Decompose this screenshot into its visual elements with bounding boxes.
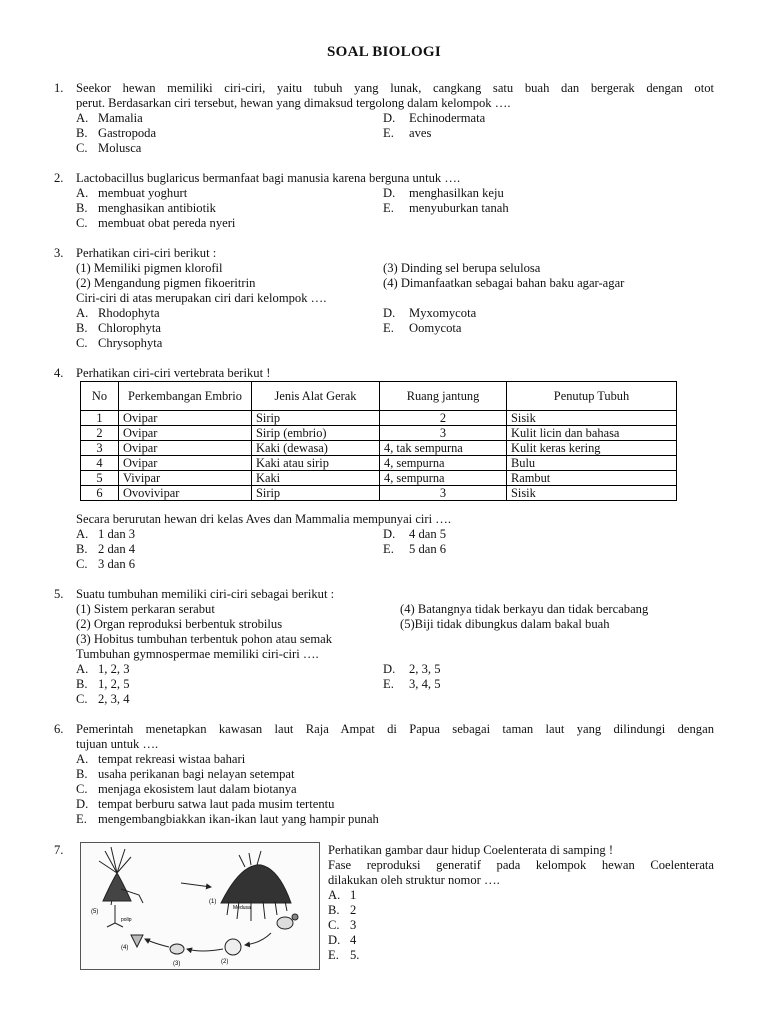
table-cell: Ovipar (119, 426, 252, 441)
option-key: C. (76, 782, 88, 796)
table-cell: 4, tak sempurna (380, 441, 507, 456)
table-cell: Ovipar (119, 456, 252, 471)
option-text: menyuburkan tanah (409, 201, 509, 215)
option-key: B. (76, 677, 88, 691)
figure-label-4: (4) (121, 945, 129, 951)
column-header: No (81, 382, 119, 411)
question-stem: Lactobacillus buglaricus bermanfaat bagi manusia karena berguna untuk …. (76, 171, 461, 185)
table-cell: 1 (81, 411, 119, 426)
table-cell: Sirip (252, 486, 380, 501)
table-cell: 5 (81, 471, 119, 486)
table-cell: Kaki (252, 471, 380, 486)
option-key: B. (328, 903, 340, 917)
option[interactable] (76, 782, 297, 797)
table-cell: 2 (380, 411, 507, 426)
option-key: E. (328, 948, 339, 962)
table-cell: Kaki atau sirip (252, 456, 380, 471)
option-key: D. (76, 797, 89, 811)
option-text: membuat obat pereda nyeri (98, 216, 236, 230)
option[interactable] (76, 527, 135, 542)
option-key: A. (76, 186, 89, 200)
table-cell: Sisik (507, 411, 677, 426)
polyp-drawing (99, 847, 143, 927)
figure-label-5: (5) (91, 909, 99, 915)
option-text: 1 (350, 888, 357, 902)
medusa-drawing (221, 851, 291, 921)
option[interactable] (328, 948, 359, 963)
option-text: menjaga ekosistem laut dalam biotanya (98, 782, 297, 796)
option[interactable] (383, 542, 446, 557)
option-key: D. (383, 186, 396, 200)
figure-label-3: (3) (173, 961, 181, 967)
coelenterata-life-cycle-figure (80, 842, 320, 970)
table-cell: Kulit licin dan bahasa (507, 426, 677, 441)
option-key: E. (383, 542, 394, 556)
option[interactable] (76, 767, 295, 782)
stem-line: tujuan untuk …. (76, 737, 159, 751)
question-stem: Perhatikan gambar daur hidup Coelenterata di samping ! (328, 843, 614, 857)
option-text: 5. (350, 948, 360, 962)
question-number: 3. (54, 246, 64, 260)
trait-item: (2) Organ reproduksi berbentuk strobilus (76, 617, 283, 631)
option[interactable] (76, 306, 160, 321)
table-cell: 3 (380, 486, 507, 501)
option[interactable] (76, 126, 156, 141)
table-cell: 3 (81, 441, 119, 456)
table-row (81, 441, 677, 456)
option-text: Rhodophyta (98, 306, 160, 320)
option-text: 1, 2, 5 (98, 677, 130, 691)
figure-label-medusa: Medusa (233, 905, 251, 911)
question-number: 1. (54, 81, 64, 95)
option-key: A. (76, 111, 89, 125)
option-text: 3, 4, 5 (409, 677, 441, 691)
question-stem (76, 722, 714, 752)
trait-item: (4) Dimanfaatkan sebagai bahan baku agar-agar (383, 276, 625, 290)
option-text: 2 dan 4 (98, 542, 136, 556)
table-row (81, 411, 677, 426)
table-row (81, 471, 677, 486)
question-stem: Suatu tumbuhan memiliki ciri-ciri sebagai berikut : (76, 587, 335, 601)
option[interactable] (383, 186, 504, 201)
option-text: menghasikan antibiotik (98, 201, 216, 215)
option-key: E. (76, 812, 87, 826)
question-prompt: Ciri-ciri di atas merupakan ciri dari kelompok …. (76, 291, 327, 305)
option[interactable] (328, 933, 356, 948)
option-text: tempat berburu satwa laut pada musim tertentu (98, 797, 335, 811)
option-key: D. (383, 527, 396, 541)
table-cell: Ovipar (119, 441, 252, 456)
figure-label-1: (1) (209, 899, 217, 905)
option-text: mengembangbiakkan ikan-ikan laut yang hampir punah (98, 812, 379, 826)
table-cell: 4, sempurna (380, 471, 507, 486)
option-key: A. (76, 306, 89, 320)
option-key: C. (76, 557, 88, 571)
option[interactable] (76, 542, 135, 557)
option[interactable] (76, 557, 135, 572)
table-cell: 2 (81, 426, 119, 441)
option[interactable] (76, 752, 245, 767)
table-row (81, 486, 677, 501)
option[interactable] (383, 527, 446, 542)
question-number: 7. (54, 843, 64, 857)
column-header: Penutup Tubuh (507, 382, 677, 411)
table-cell: Rambut (507, 471, 677, 486)
column-header: Perkembangan Embrio (119, 382, 252, 411)
table-cell: 6 (81, 486, 119, 501)
option-key: B. (76, 542, 88, 556)
option[interactable] (76, 201, 216, 216)
option-key: E. (383, 201, 394, 215)
table-cell: 4, sempurna (380, 456, 507, 471)
option[interactable] (76, 111, 143, 126)
question-prompt: Tumbuhan gymnospermae memiliki ciri-ciri …. (76, 647, 319, 661)
option-key: B. (76, 201, 88, 215)
option[interactable] (76, 662, 129, 677)
option[interactable] (383, 201, 509, 216)
stem-line: Seekor hewan memiliki ciri-ciri, yaitu tubuh yang lunak, cangkang satu buah dan bergerak dengan otot (76, 81, 714, 95)
option-text: Chrysophyta (98, 336, 163, 350)
question-prompt: Secara berurutan hewan dri kelas Aves dan Mammalia mempunyai ciri …. (76, 512, 452, 526)
option-key: B. (76, 321, 88, 335)
option-text: Myxomycota (409, 306, 477, 320)
life-cycle-diagram (81, 843, 319, 969)
table-cell: Vivipar (119, 471, 252, 486)
option-text: 3 (350, 918, 357, 932)
option[interactable] (76, 677, 129, 692)
option[interactable] (76, 216, 235, 231)
option-key: A. (76, 752, 89, 766)
stem-line: perut. Berdasarkan ciri tersebut, hewan yang dimaksud tergolong dalam kelompok …. (76, 96, 511, 110)
table-header-row (81, 382, 677, 411)
question-number: 2. (54, 171, 64, 185)
option-text: 3 dan 6 (98, 557, 136, 571)
question-stem: Perhatikan ciri-ciri berikut : (76, 246, 217, 260)
option-text: aves (409, 126, 432, 140)
trait-item: (3) Dinding sel berupa selulosa (383, 261, 541, 275)
option-key: C. (76, 336, 88, 350)
option-text: 5 dan 6 (409, 542, 447, 556)
option-text: 1, 2, 3 (98, 662, 130, 676)
option[interactable] (383, 321, 461, 336)
figure-label-2: (2) (221, 959, 229, 965)
option-text: 4 (350, 933, 357, 947)
option[interactable] (328, 903, 356, 918)
question-prompt: dilakukan oleh struktur nomor …. (328, 873, 500, 887)
option-key: A. (328, 888, 341, 902)
option-key: D. (383, 111, 396, 125)
option-text: membuat yoghurt (98, 186, 188, 200)
option[interactable] (328, 918, 356, 933)
option-key: C. (76, 692, 88, 706)
table-cell: 4 (81, 456, 119, 471)
table-cell: Sisik (507, 486, 677, 501)
option-key: E. (383, 126, 394, 140)
option-key: E. (383, 321, 394, 335)
option-text: 2, 3, 5 (409, 662, 441, 676)
question-number: 6. (54, 722, 64, 736)
option-text: Mamalia (98, 111, 143, 125)
option[interactable] (76, 141, 141, 156)
table-cell: Sirip (embrio) (252, 426, 380, 441)
option-text: Oomycota (409, 321, 462, 335)
option-key: E. (383, 677, 394, 691)
option[interactable] (383, 677, 440, 692)
question-number: 5. (54, 587, 64, 601)
option[interactable] (76, 692, 129, 707)
option[interactable] (76, 336, 162, 351)
option[interactable] (383, 126, 431, 141)
option[interactable] (383, 306, 476, 321)
option-text: 4 dan 5 (409, 527, 447, 541)
stem-line: Pemerintah menetapkan kawasan laut Raja Ampat di Papua sebagai taman laut yang dilindungi dengan (76, 722, 714, 736)
option-text: menghasilkan keju (409, 186, 504, 200)
table-cell: Kaki (dewasa) (252, 441, 380, 456)
option-key: A. (76, 527, 89, 541)
trait-item: (2) Mengandung pigmen fikoeritrin (76, 276, 256, 290)
option[interactable] (76, 321, 161, 336)
option-text: 2, 3, 4 (98, 692, 130, 706)
option-text: Gastropoda (98, 126, 157, 140)
table-cell: Ovipar (119, 411, 252, 426)
option-text: Molusca (98, 141, 142, 155)
option[interactable] (383, 111, 485, 126)
table-cell: Sirip (252, 411, 380, 426)
question-stem (76, 81, 714, 111)
page-title: SOAL BIOLOGI (326, 44, 442, 60)
option-text: usaha perikanan bagi nelayan setempat (98, 767, 295, 781)
option-text: Echinodermata (409, 111, 486, 125)
option-key: D. (383, 662, 396, 676)
question-stem: Fase reproduksi generatif pada kelompok hewan Coelenterata (328, 858, 714, 872)
option-key: C. (76, 141, 88, 155)
option-key: B. (76, 126, 88, 140)
option[interactable] (76, 186, 187, 201)
option-text: 1 dan 3 (98, 527, 136, 541)
option-key: A. (76, 662, 89, 676)
option-key: C. (76, 216, 88, 230)
trait-item: (1) Memiliki pigmen klorofil (76, 261, 223, 275)
question-stem: Perhatikan ciri-ciri vertebrata berikut ! (76, 366, 271, 380)
trait-item: (3) Hobitus tumbuhan terbentuk pohon atau semak (76, 632, 333, 646)
question-number: 4. (54, 366, 64, 380)
table-cell: Ovovivipar (119, 486, 252, 501)
option-text: Chlorophyta (98, 321, 161, 335)
figure-label-polip: polip (121, 917, 132, 923)
trait-item: (5)Biji tidak dibungkus dalam bakal buah (400, 617, 610, 631)
option-key: D. (328, 933, 341, 947)
option[interactable] (76, 797, 334, 812)
option-text: tempat rekreasi wistaa bahari (98, 752, 246, 766)
option-key: C. (328, 918, 340, 932)
trait-item: (4) Batangnya tidak berkayu dan tidak bercabang (400, 602, 649, 616)
option[interactable] (76, 812, 379, 827)
table-row (81, 426, 677, 441)
option-key: B. (76, 767, 88, 781)
table-cell: Bulu (507, 456, 677, 471)
column-header: Jenis Alat Gerak (252, 382, 380, 411)
trait-item: (1) Sistem perkaran serabut (76, 602, 215, 616)
option-key: D. (383, 306, 396, 320)
option-text: 2 (350, 903, 357, 917)
vertebrate-table (80, 381, 677, 501)
option[interactable] (383, 662, 440, 677)
option[interactable] (328, 888, 356, 903)
table-row (81, 456, 677, 471)
table-cell: Kulit keras kering (507, 441, 677, 456)
table-cell: 3 (380, 426, 507, 441)
column-header: Ruang jantung (380, 382, 507, 411)
